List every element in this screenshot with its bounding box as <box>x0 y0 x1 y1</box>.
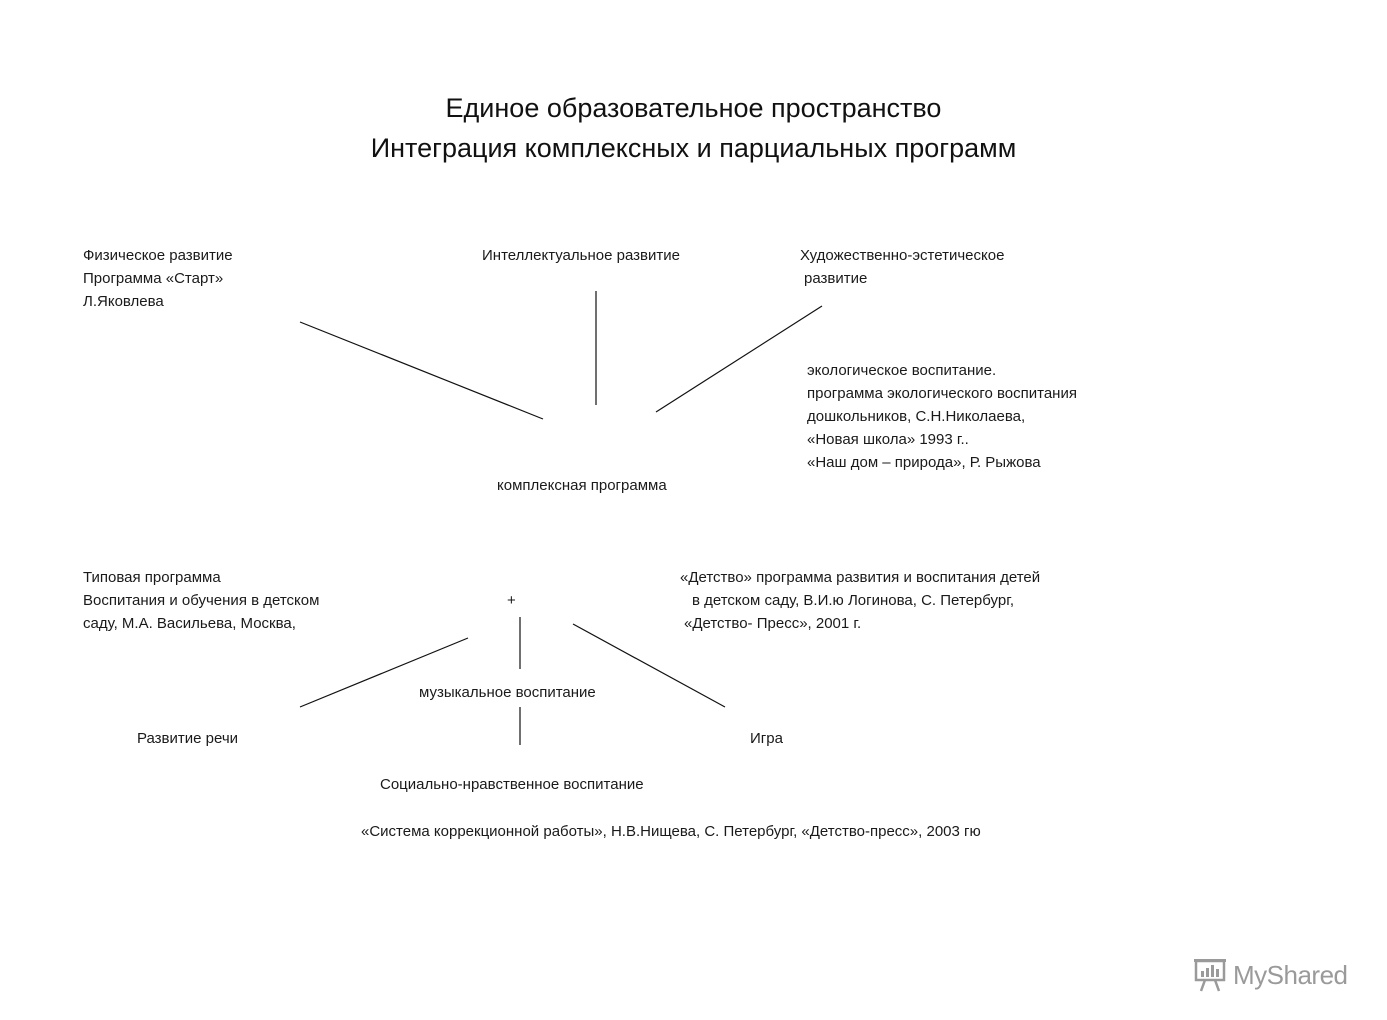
physical-heading: Физическое развитие <box>83 247 233 264</box>
presentation-board-icon <box>1193 957 1227 993</box>
music-education-label: музыкальное воспитание <box>419 684 596 701</box>
typical-program-line: Воспитания и обучения в детском <box>83 592 320 609</box>
artistic-heading-line1: Художественно-эстетическое <box>800 247 1005 264</box>
speech-development-label: Развитие речи <box>137 730 239 747</box>
complex-program-label: комплексная программа <box>497 477 667 494</box>
plus-sign: + <box>507 592 516 609</box>
title-line-1: Единое образовательное пространство <box>445 93 942 123</box>
connector-artistic <box>656 306 822 412</box>
artistic-heading-line2: развитие <box>804 270 868 287</box>
game-label: Игра <box>750 730 783 747</box>
ecological-line: дошкольников, С.Н.Николаева, <box>807 408 1026 425</box>
correction-system-label: «Система коррекционной работы», Н.В.Нищева, С. Петербург, «Детство-пресс», 2003 гю <box>361 823 981 840</box>
connector-physical <box>300 322 543 419</box>
childhood-program-line: «Детство- Пресс», 2001 г. <box>684 615 862 632</box>
ecological-line: «Наш дом – природа», Р. Рыжова <box>807 454 1041 471</box>
myshared-logo-text: MyShared <box>1233 959 1348 990</box>
physical-program: Программа «Старт» <box>83 270 224 287</box>
childhood-program-line: «Детство» программа развития и воспитания детей <box>680 569 1041 586</box>
ecological-line: программа экологического воспитания <box>807 385 1077 402</box>
social-moral-label: Социально-нравственное воспитание <box>380 776 644 793</box>
ecological-line: экологическое воспитание. <box>807 362 997 379</box>
physical-author: Л.Яковлева <box>83 293 164 310</box>
typical-program-line: Типовая программа <box>83 569 221 586</box>
connector-game <box>573 624 725 707</box>
childhood-program-line: в детском саду, В.И.ю Логинова, С. Петербург, <box>692 592 1015 609</box>
ecological-line: «Новая школа» 1993 г.. <box>807 431 969 448</box>
title-line-2: Интеграция комплексных и парциальных программ <box>370 133 1017 163</box>
intellectual-heading: Интеллектуальное развитие <box>482 247 680 264</box>
myshared-logo <box>1193 955 1348 995</box>
typical-program-line: саду, М.А. Васильева, Москва, <box>83 615 296 632</box>
